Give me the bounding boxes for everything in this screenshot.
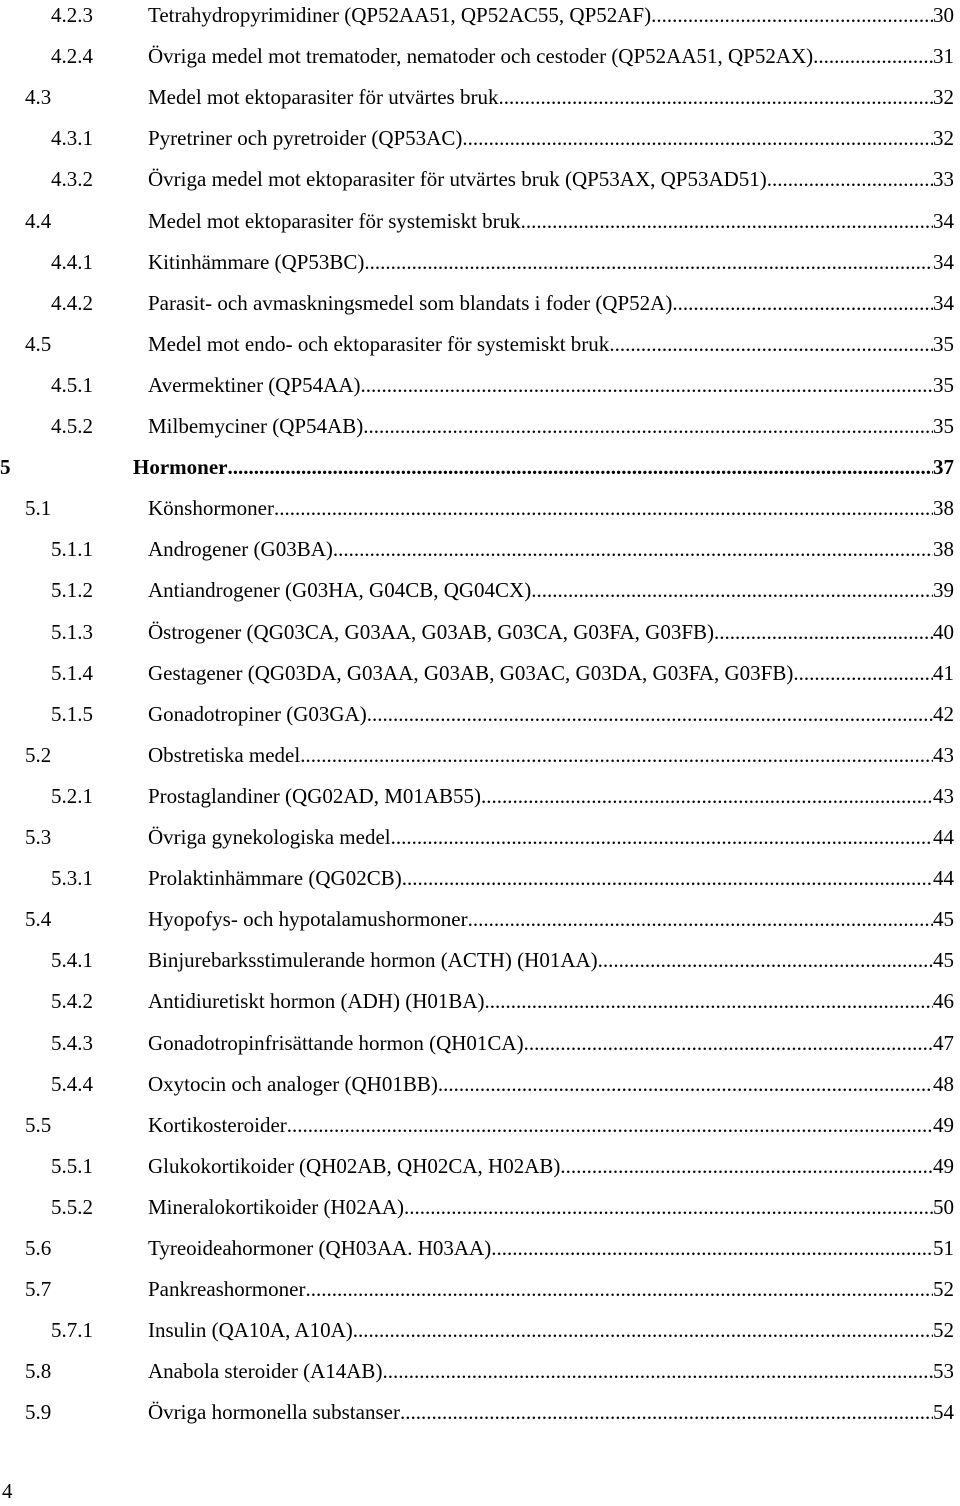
toc-entry-page: 32 — [933, 126, 954, 151]
toc-entry[interactable] — [0, 413, 960, 454]
toc-entry-line — [148, 1235, 954, 1261]
toc-entry-number: 5.7.1 — [51, 1318, 93, 1343]
toc-entry[interactable] — [0, 1153, 960, 1194]
toc-entry-line — [148, 1153, 954, 1179]
toc-entry[interactable] — [0, 290, 960, 331]
toc-entry-line — [148, 1276, 954, 1302]
toc-entry-number: 4.3.2 — [51, 167, 93, 192]
toc-entry-title: Övriga gynekologiska medel — [148, 825, 391, 849]
toc-entry[interactable] — [0, 331, 960, 372]
toc-entry-line — [148, 495, 954, 521]
toc-entry[interactable] — [0, 536, 960, 577]
toc-entry-page: 47 — [933, 1030, 954, 1055]
toc-entry-page: 34 — [933, 290, 954, 315]
toc-entry-page: 40 — [933, 619, 954, 644]
toc-entry[interactable] — [0, 906, 960, 947]
toc-entry-title: Antidiuretiskt hormon (ADH) (H01BA) — [148, 989, 485, 1014]
toc-entry-page: 45 — [933, 907, 954, 932]
toc-entry[interactable] — [0, 84, 960, 125]
toc-entry-number: 5.1 — [25, 496, 52, 521]
toc-entry-number: 5.5.2 — [51, 1194, 93, 1219]
toc-entry-number: 5.2 — [25, 742, 52, 767]
toc-entry-page: 46 — [933, 989, 954, 1014]
toc-entry[interactable] — [0, 208, 960, 249]
toc-entry-number: 5.3.1 — [51, 866, 93, 891]
toc-entry-title: Medel mot ektoparasiter för utvärtes bruk — [148, 85, 499, 110]
toc-entry-line — [148, 906, 954, 932]
toc-entry[interactable] — [0, 783, 960, 824]
toc-entry-line — [148, 1317, 954, 1343]
toc-entry[interactable] — [0, 947, 960, 988]
toc-entry-title: Glukokortikoider (QH02AB, QH02CA, H02AB) — [148, 1153, 561, 1178]
toc-leader-dots — [498, 84, 933, 110]
toc-entry-number: 5.4 — [25, 907, 52, 932]
toc-entry-line — [148, 372, 954, 398]
toc-leader-dots — [438, 1071, 933, 1097]
toc-entry-title: Prostaglandiner (QG02AD, M01AB55) — [148, 783, 482, 808]
toc-leader-dots — [274, 495, 933, 521]
toc-leader-dots — [609, 331, 933, 357]
toc-leader-dots — [651, 2, 933, 28]
toc-entry[interactable] — [0, 1235, 960, 1276]
toc-entry[interactable] — [0, 495, 960, 536]
toc-entry-page: 38 — [933, 496, 954, 521]
toc-entry-page: 44 — [933, 866, 954, 891]
toc-entry[interactable] — [0, 1358, 960, 1399]
toc-leader-dots — [402, 865, 933, 891]
toc-entry-line — [148, 413, 954, 439]
toc-entry-page: 32 — [933, 85, 954, 110]
toc-leader-dots — [793, 660, 933, 686]
toc-entry-line — [148, 619, 954, 645]
toc-leader-dots — [672, 290, 933, 316]
toc-entry-page: 34 — [933, 208, 954, 233]
toc-entry-number: 5.6 — [25, 1236, 52, 1260]
toc-entry-line — [133, 454, 954, 480]
toc-entry-number: 5 — [0, 455, 11, 480]
toc-entry[interactable] — [0, 1276, 960, 1317]
toc-entry-title: Medel mot ektoparasiter för systemiskt bruk — [148, 208, 521, 233]
toc-leader-dots — [367, 701, 933, 727]
toc-entry[interactable] — [0, 2, 960, 43]
toc-leader-dots — [227, 454, 933, 480]
toc-entry-title: Oxytocin och analoger (QH01BB) — [148, 1071, 438, 1096]
toc-entry[interactable] — [0, 988, 960, 1029]
toc-entry-title: Anabola steroider (A14AB) — [148, 1359, 383, 1384]
toc-entry-page: 35 — [933, 372, 954, 397]
toc-entry-line — [148, 43, 954, 69]
toc-entry-number: 4.5.2 — [51, 414, 93, 438]
toc-entry[interactable] — [0, 1112, 960, 1153]
toc-leader-dots — [521, 208, 933, 234]
toc-entry-number: 4.3.1 — [51, 126, 93, 151]
toc-leader-dots — [400, 1399, 933, 1425]
toc-entry-page: 42 — [933, 701, 954, 726]
toc-entry-line — [148, 84, 954, 110]
toc-entry-line — [148, 331, 954, 357]
toc-leader-dots — [287, 1112, 933, 1138]
toc-leader-dots — [300, 742, 933, 768]
toc-entry-title: Mineralokortikoider (H02AA) — [148, 1194, 405, 1219]
toc-entry-page: 50 — [933, 1194, 954, 1219]
toc-entry-page: 30 — [933, 3, 954, 27]
toc-leader-dots — [491, 1235, 933, 1261]
toc-entry-title: Kitinhämmare (QP53BC) — [148, 249, 365, 274]
toc-entry-number: 4.3 — [25, 85, 52, 110]
toc-entry-title: Övriga medel mot ektoparasiter för utvärtes bruk (QP53AX, QP53AD51) — [148, 167, 767, 192]
toc-entry-title: Hormoner — [133, 455, 228, 480]
toc-entry-page: 49 — [933, 1112, 954, 1137]
toc-entry-number: 4.5.1 — [51, 372, 93, 397]
toc-entry-page: 52 — [933, 1277, 954, 1302]
toc-entry[interactable] — [0, 1399, 960, 1440]
page-number: 4 — [2, 1479, 13, 1503]
toc-entry-title: Obstretiska medel — [148, 742, 301, 767]
toc-entry-number: 4.4 — [25, 208, 52, 233]
toc-entry-title: Androgener (G03BA) — [148, 537, 333, 562]
toc-entry-page: 54 — [933, 1400, 954, 1425]
toc-entry-page: 48 — [933, 1071, 954, 1096]
toc-entry[interactable] — [0, 372, 960, 413]
toc-entry-title: Antiandrogener (G03HA, G04CB, QG04CX) — [148, 578, 532, 603]
toc-entry-title: Binjurebarksstimulerande hormon (ACTH) (H01AA) — [148, 948, 598, 973]
toc-entry[interactable] — [0, 660, 960, 701]
toc-entry-line — [148, 290, 954, 316]
toc-entry-line — [148, 1030, 954, 1056]
toc-leader-dots — [305, 1276, 933, 1302]
toc-entry-number: 5.9 — [25, 1400, 52, 1425]
toc-leader-dots — [531, 577, 933, 603]
toc-entry-number: 5.4.1 — [51, 948, 93, 973]
toc-entry-line — [148, 536, 954, 562]
toc-entry-title: Övriga medel mot trematoder, nematoder och cestoder (QP52AA51, QP52AX) — [148, 44, 814, 69]
toc-entry-number: 5.2.1 — [51, 783, 93, 808]
toc-entry-title: Tyreoideahormoner (QH03AA. H03AA) — [148, 1236, 492, 1260]
toc-entry-line — [148, 824, 954, 850]
toc-entry-line — [148, 660, 954, 686]
toc-entry-number: 5.4.2 — [51, 989, 93, 1014]
toc-entry-number: 5.3 — [25, 825, 52, 849]
toc-entry-line — [148, 166, 954, 192]
toc-entry-page: 37 — [933, 455, 954, 480]
toc-entry-number: 4.4.2 — [51, 290, 93, 315]
toc-entry-title: Avermektiner (QP54AA) — [148, 372, 361, 397]
toc-leader-dots — [813, 43, 933, 69]
toc-entry-title: Övriga hormonella substanser — [148, 1400, 400, 1425]
toc-entry[interactable] — [0, 577, 960, 618]
toc-entry[interactable] — [0, 43, 960, 84]
toc-leader-dots — [391, 824, 933, 850]
toc-leader-dots — [485, 988, 933, 1014]
toc-leader-dots — [468, 906, 933, 932]
toc-entry[interactable] — [0, 619, 960, 660]
toc-entry-line — [148, 701, 954, 727]
toc-entry-page: 34 — [933, 249, 954, 274]
toc-leader-dots — [363, 413, 933, 439]
toc-entry-title: Gestagener (QG03DA, G03AA, G03AB, G03AC, G03DA, G03FA, G03FB) — [148, 660, 794, 685]
toc-entry-line — [148, 577, 954, 603]
toc-entry-number: 5.1.4 — [51, 660, 93, 685]
toc-leader-dots — [481, 783, 933, 809]
toc-entry[interactable] — [0, 249, 960, 290]
toc-leader-dots — [462, 125, 933, 151]
toc-entry-page: 43 — [933, 783, 954, 808]
toc-entry-number: 4.5 — [25, 331, 52, 356]
toc-entry-title: Kortikosteroider — [148, 1112, 287, 1137]
toc-leader-dots — [404, 1194, 933, 1220]
toc-entry-title: Prolaktinhämmare (QG02CB) — [148, 866, 402, 891]
toc-entry-line — [148, 1194, 954, 1220]
toc-entry[interactable] — [0, 742, 960, 783]
toc-entry-page: 31 — [933, 44, 954, 69]
toc-entry-line — [148, 1071, 954, 1097]
toc-entry-number: 5.1.3 — [51, 619, 93, 644]
toc-entry-line — [148, 249, 954, 275]
toc-entry-title: Könshormoner — [148, 496, 274, 521]
toc-entry-line — [148, 208, 954, 234]
toc-entry-number: 4.4.1 — [51, 249, 93, 274]
toc-entry-page: 49 — [933, 1153, 954, 1178]
toc-entry[interactable] — [0, 1317, 960, 1358]
toc-entry-page: 44 — [933, 825, 954, 849]
toc-entry-page: 35 — [933, 414, 954, 438]
toc-entry-line — [148, 1358, 954, 1384]
toc-entry-title: Pyretriner och pyretroider (QP53AC) — [148, 126, 463, 151]
toc-entry-line — [148, 125, 954, 151]
toc-leader-dots — [767, 166, 933, 192]
toc-entry[interactable] — [0, 454, 960, 495]
toc-leader-dots — [333, 536, 933, 562]
toc-entry-line — [148, 742, 954, 768]
toc-entry-title: Pankreashormoner — [148, 1277, 306, 1302]
toc-entry-page: 52 — [933, 1318, 954, 1343]
toc-entry-title: Tetrahydropyrimidiner (QP52AA51, QP52AC55, QP52AF) — [148, 3, 652, 27]
toc-leader-dots — [560, 1153, 933, 1179]
toc-entry-page: 41 — [933, 660, 954, 685]
toc-entry-page: 38 — [933, 537, 954, 562]
toc-entry-title: Hyopofys- och hypotalamushormoner — [148, 907, 468, 932]
toc-leader-dots — [524, 1030, 933, 1056]
toc-entry-number: 5.1.5 — [51, 701, 93, 726]
toc-leader-dots — [382, 1358, 933, 1384]
toc-entry[interactable] — [0, 1194, 960, 1235]
toc-entry-line — [148, 1112, 954, 1138]
toc-entry-line — [148, 865, 954, 891]
toc-entry-page: 33 — [933, 167, 954, 192]
toc-entry[interactable] — [0, 166, 960, 207]
toc-entry-number: 5.1.2 — [51, 578, 93, 603]
toc-entry-title: Gonadotropinfrisättande hormon (QH01CA) — [148, 1030, 524, 1055]
toc-entry-number: 5.8 — [25, 1359, 52, 1384]
toc-entry-number: 5.7 — [25, 1277, 52, 1302]
toc-leader-dots — [598, 947, 933, 973]
toc-entry-title: Insulin (QA10A, A10A) — [148, 1318, 353, 1343]
toc-entry-title: Medel mot endo- och ektoparasiter för systemiskt bruk — [148, 331, 610, 356]
toc-leader-dots — [353, 1317, 933, 1343]
toc-entry-page: 53 — [933, 1359, 954, 1384]
toc-entry-number: 5.1.1 — [51, 537, 93, 562]
toc-entry-page: 43 — [933, 742, 954, 767]
toc-entry-number: 4.2.3 — [51, 3, 93, 27]
toc-entry-page: 39 — [933, 578, 954, 603]
toc-entry[interactable] — [0, 865, 960, 906]
toc-entry-number: 5.5 — [25, 1112, 52, 1137]
toc-entry[interactable] — [0, 1030, 960, 1071]
toc-entry-title: Gonadotropiner (G03GA) — [148, 701, 367, 726]
toc-entry-number: 4.2.4 — [51, 44, 93, 69]
toc-leader-dots — [714, 619, 933, 645]
toc-entry-number: 5.5.1 — [51, 1153, 93, 1178]
toc-entry-line — [148, 2, 954, 28]
toc-entry-line — [148, 1399, 954, 1425]
toc-entry-title: Parasit- och avmaskningsmedel som blandats i foder (QP52A) — [148, 290, 673, 315]
toc-entry[interactable] — [0, 1071, 960, 1112]
toc-entry[interactable] — [0, 125, 960, 166]
toc-entry-line — [148, 783, 954, 809]
toc-entry-line — [148, 988, 954, 1014]
toc-entry-page: 45 — [933, 948, 954, 973]
toc-entry-page: 35 — [933, 331, 954, 356]
toc-entry[interactable] — [0, 701, 960, 742]
toc-leader-dots — [360, 372, 933, 398]
toc-entry-number: 5.4.4 — [51, 1071, 93, 1096]
toc-entry-title: Milbemyciner (QP54AB) — [148, 414, 364, 438]
toc-entry-title: Östrogener (QG03CA, G03AA, G03AB, G03CA, G03FA, G03FB) — [148, 619, 715, 644]
toc-entry-number: 5.4.3 — [51, 1030, 93, 1055]
toc-entry-line — [148, 947, 954, 973]
toc-entry-page: 51 — [933, 1236, 954, 1260]
toc-leader-dots — [364, 249, 933, 275]
toc-entry[interactable] — [0, 824, 960, 865]
